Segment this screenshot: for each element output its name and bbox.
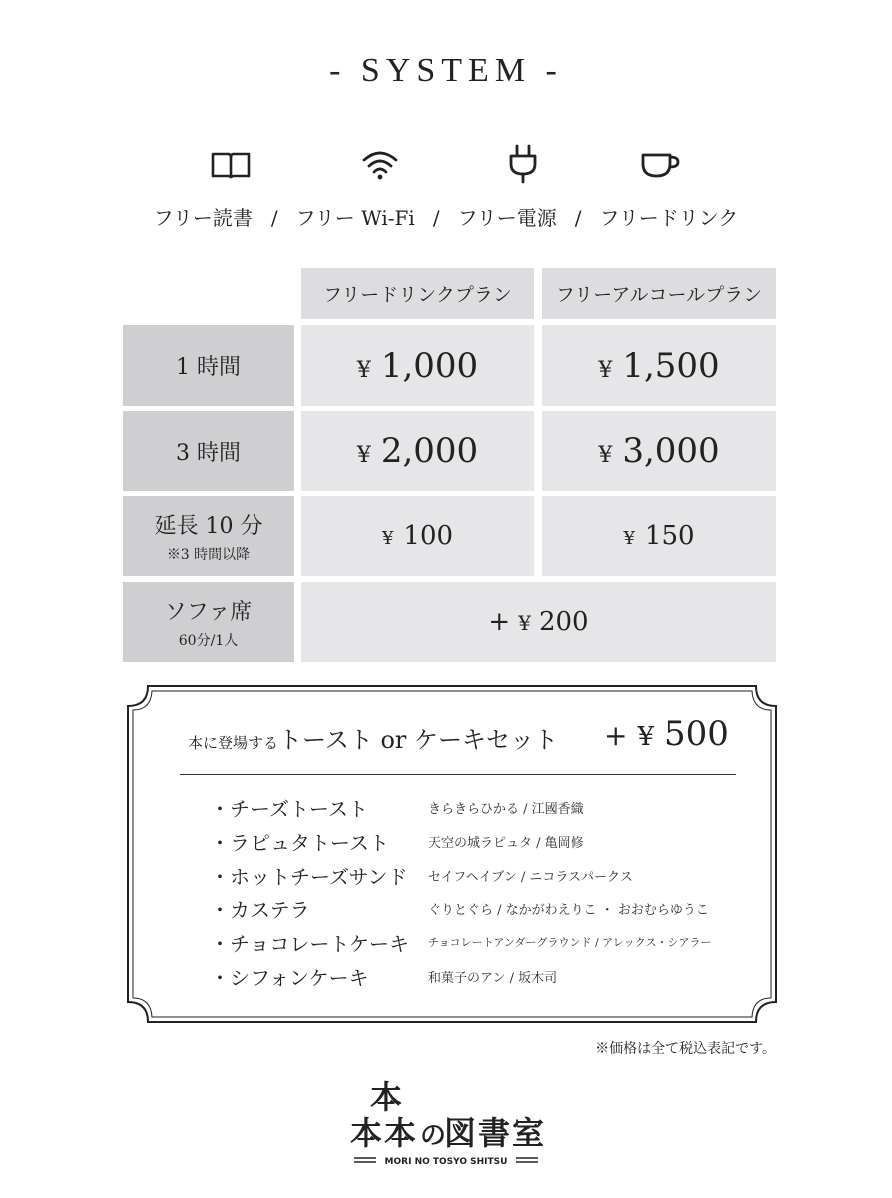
list-item — [210, 891, 750, 925]
bullet: ・ — [210, 796, 230, 821]
plug-icon — [499, 140, 547, 188]
yen-symbol: ¥ — [381, 528, 394, 549]
price-cell-ext-drink — [301, 496, 534, 576]
set-menu-price — [604, 714, 729, 754]
bullet: ・ — [210, 864, 230, 889]
price-value: 150 — [644, 521, 695, 551]
set-title-main: トースト or ケーキセット — [278, 726, 558, 754]
amenities-list — [0, 202, 892, 231]
row-label: ソファ席 — [164, 599, 253, 625]
price-cell-sofa — [301, 582, 776, 662]
menu-item-source: チョコレートアンダーグラウンド / アレックス・シアラー — [428, 936, 712, 949]
menu-item-name: チョコレートケーキ — [230, 931, 409, 956]
page-title: - SYSTEM - — [329, 52, 563, 89]
price-cell-ext-alcohol — [542, 496, 776, 576]
row-sublabel: ※3 時間以降 — [166, 546, 251, 563]
plus-sign: + — [604, 719, 628, 752]
menu-item-name: カステラ — [230, 897, 310, 922]
column-header-alcohol-plan — [542, 268, 776, 319]
yen-symbol: ¥ — [598, 443, 613, 468]
price-cell-1h-alcohol — [542, 325, 776, 406]
row-header-extension — [123, 496, 294, 576]
list-item — [210, 925, 750, 959]
set-menu-title — [188, 720, 558, 755]
amenity-free-drink: フリードリンク — [599, 206, 739, 230]
price-cell-1h-drink — [301, 325, 534, 406]
amenity-free-reading: フリー読書 — [153, 206, 253, 230]
price-value: 500 — [664, 714, 729, 754]
list-item — [210, 959, 750, 993]
yen-symbol: ¥ — [637, 722, 655, 752]
yen-symbol: ¥ — [518, 611, 531, 635]
menu-item-name: チーズトースト — [230, 796, 368, 821]
price-cell-3h-drink — [301, 411, 534, 491]
price-value: 1,000 — [380, 345, 479, 386]
separator: / — [574, 206, 582, 230]
separator: / — [432, 206, 440, 230]
row-label: 延長 10 分 — [154, 513, 263, 539]
row-header-1-hour — [123, 325, 294, 406]
svg-text:室: 室 — [512, 1114, 545, 1152]
price-value: 100 — [403, 521, 454, 551]
price-value: 200 — [538, 607, 589, 637]
price-value: 3,000 — [622, 431, 720, 471]
svg-text:本: 本 — [350, 1114, 383, 1152]
yen-symbol: ¥ — [356, 443, 371, 468]
menu-item-source: きらきらひかる / 江國香織 — [428, 801, 584, 817]
menu-item-name: シフォンケーキ — [230, 965, 369, 990]
set-menu-divider — [180, 774, 736, 775]
svg-text:書: 書 — [478, 1114, 511, 1152]
list-item — [210, 824, 750, 858]
column-header-drink-plan — [301, 268, 534, 319]
svg-text:の: の — [420, 1121, 447, 1151]
set-title-prefix: 本に登場する — [188, 734, 279, 752]
row-header-sofa — [123, 582, 294, 662]
list-item — [210, 790, 750, 824]
bullet: ・ — [210, 830, 230, 855]
book-icon — [207, 140, 255, 188]
column-header-label: フリードリンクプラン — [323, 284, 512, 306]
svg-text:MORI NO TOSYO SHITSU: MORI NO TOSYO SHITSU — [384, 1157, 508, 1167]
row-label: 3 時間 — [176, 440, 241, 466]
bullet: ・ — [210, 965, 230, 990]
yen-symbol: ¥ — [356, 357, 371, 383]
cup-icon — [636, 140, 684, 188]
menu-item-source: 和菓子のアン / 坂木司 — [428, 970, 558, 986]
row-header-3-hours — [123, 411, 294, 491]
yen-symbol: ¥ — [598, 357, 613, 383]
svg-text:図: 図 — [444, 1114, 477, 1152]
menu-item-name: ラピュタトースト — [230, 830, 389, 855]
column-header-label: フリーアルコールプラン — [555, 284, 763, 306]
amenity-free-wifi: フリー Wi-Fi — [295, 206, 415, 230]
plus-sign: + — [488, 607, 511, 637]
menu-item-name: ホットチーズサンド — [230, 864, 408, 889]
tax-note: ※価格は全て税込表記です。 — [595, 1041, 776, 1057]
svg-text:本: 本 — [384, 1114, 417, 1152]
svg-text:本: 本 — [370, 1078, 403, 1116]
price-cell-3h-alcohol — [542, 411, 776, 491]
row-sublabel: 60分/1人 — [178, 632, 239, 649]
yen-symbol: ¥ — [623, 528, 635, 549]
bullet: ・ — [210, 897, 230, 922]
amenity-free-power: フリー電源 — [457, 206, 557, 230]
menu-item-source: ぐりとぐら / なかがわえりこ ・ おおむらゆうこ — [428, 902, 709, 918]
separator: / — [270, 206, 278, 230]
bullet: ・ — [210, 931, 230, 956]
price-value: 1,500 — [622, 345, 720, 386]
row-label: 1 時間 — [176, 355, 241, 380]
menu-item-source: セイフヘイブン / ニコラスパークス — [428, 869, 633, 885]
price-value: 2,000 — [380, 431, 479, 471]
logo — [340, 1074, 552, 1170]
menu-item-source: 天空の城ラピュタ / 亀岡修 — [428, 835, 584, 851]
wifi-icon — [356, 140, 404, 188]
list-item — [210, 858, 750, 892]
